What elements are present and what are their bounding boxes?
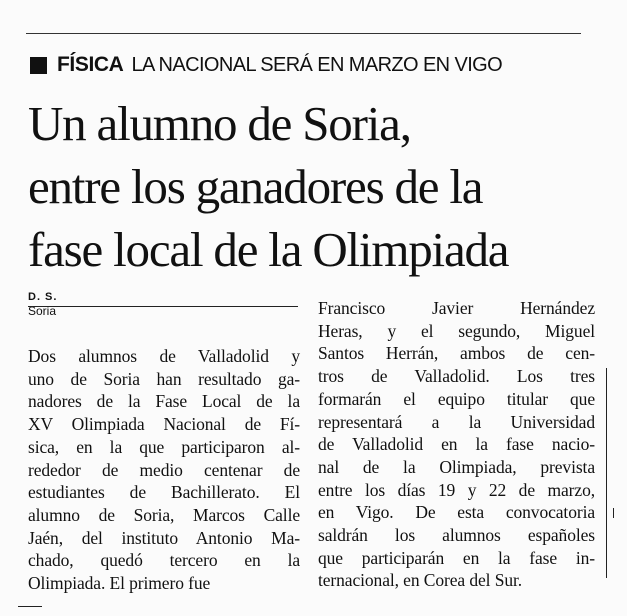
kicker xyxy=(30,49,502,81)
kicker-text: LA NACIONAL SERÁ EN MARZO EN VIGO xyxy=(131,53,503,76)
body-line: tros de Valladolid. Los tres xyxy=(318,366,595,387)
body-line: Heras, y el segundo, Miguel xyxy=(318,320,595,341)
scan-mark xyxy=(606,368,607,578)
body-line: formarán el equipo titular que xyxy=(318,388,595,409)
body-line: sica, en la que participaron al- xyxy=(28,436,300,457)
body-line: alumno de Soria, Marcos Calle xyxy=(28,504,300,525)
byline-place: Soria xyxy=(28,304,57,318)
byline-rule xyxy=(28,306,298,307)
top-rule xyxy=(26,33,581,34)
body-line: Olimpiada. El primero fue xyxy=(28,573,211,594)
body-line: entre los días 19 y 22 de marzo, xyxy=(318,479,595,500)
body-line: XV Olimpiada Nacional de Fí- xyxy=(28,414,300,435)
kicker-square-icon xyxy=(30,57,47,74)
scan-mark xyxy=(18,606,42,607)
body-column-2 xyxy=(318,297,595,592)
body-line: nadores de la Fase Local de la xyxy=(28,391,300,412)
scan-mark xyxy=(613,508,614,518)
body-line: saldrán los alumnos españoles xyxy=(318,525,595,546)
body-line: Jaén, del instituto Antonio Ma- xyxy=(28,527,300,548)
byline xyxy=(28,291,57,318)
body-line: Santos Herrán, ambos de cen- xyxy=(318,343,595,364)
headline-line: Un alumno de Soria, xyxy=(28,96,411,151)
body-line: Francisco Javier Hernández xyxy=(318,298,595,318)
byline-author: D. S. xyxy=(28,291,58,303)
body-line: de Valladolid en la fase nacio- xyxy=(318,434,595,455)
kicker-section: FÍSICA xyxy=(57,53,124,76)
body-line: representará a la Universidad xyxy=(318,411,595,432)
body-column-1 xyxy=(28,345,300,595)
body-line: que participarán en la fase in- xyxy=(318,547,595,568)
headline-line: entre los ganadores de la xyxy=(28,159,483,214)
body-line: en Vigo. De esta convocatoria xyxy=(318,502,595,523)
headline xyxy=(28,92,608,281)
body-line: estudiantes de Bachillerato. El xyxy=(28,482,300,503)
body-line: nal de la Olimpiada, prevista xyxy=(318,456,595,477)
headline-line: fase local de la Olimpiada xyxy=(28,222,509,277)
body-line: rededor de medio centenar de xyxy=(28,459,300,480)
body-line: ternacional, en Corea del Sur. xyxy=(318,570,523,591)
body-line: uno de Soria han resultado ga- xyxy=(28,368,300,389)
body-line: Dos alumnos de Valladolid y xyxy=(28,346,300,366)
body-line: chado, quedó tercero en la xyxy=(28,550,300,571)
